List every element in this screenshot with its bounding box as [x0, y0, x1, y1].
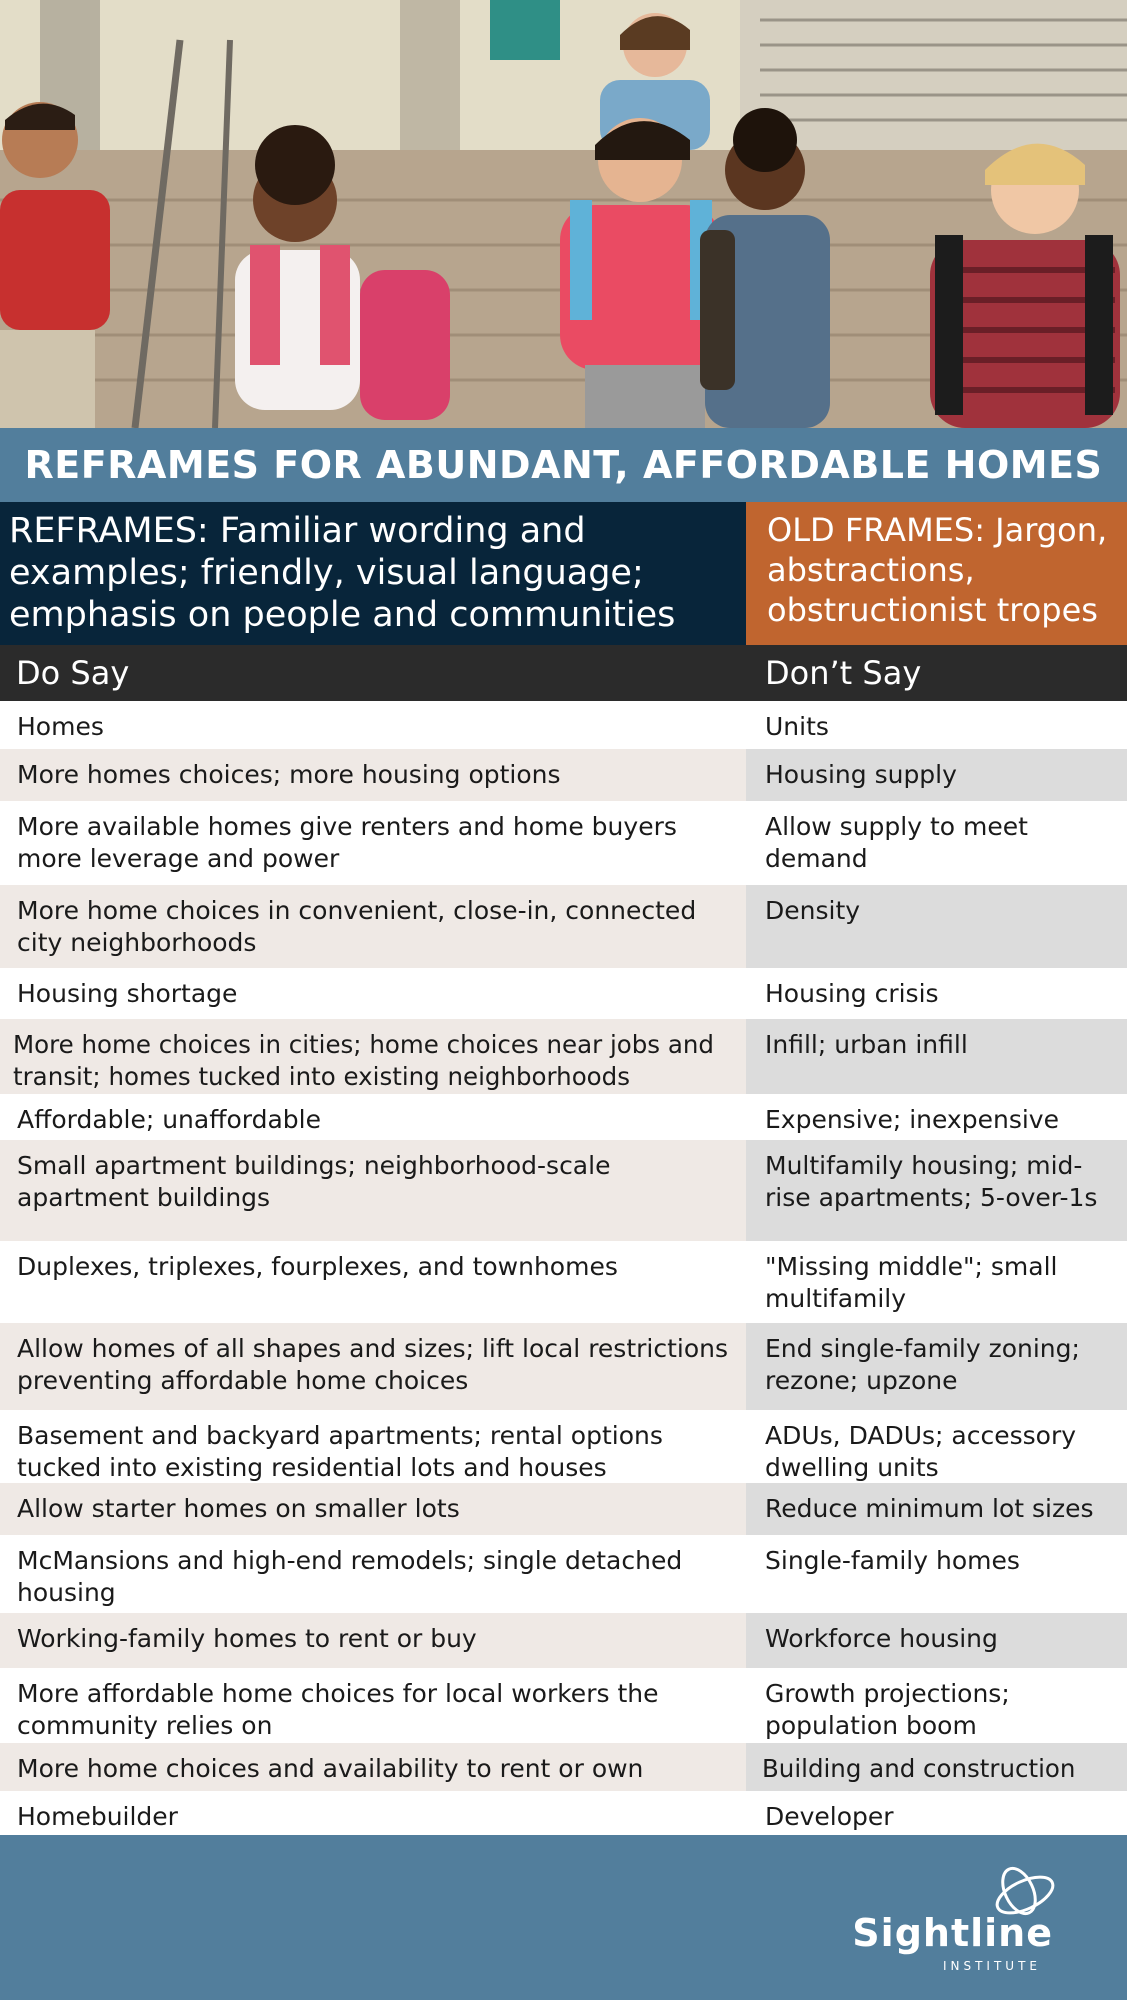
table-row: [0, 1410, 1127, 1483]
dont-say-cell: Developer: [746, 1791, 1127, 1835]
table-row: [0, 1241, 1127, 1323]
reframes-description: REFRAMES: Familiar wording and examples; friendly, visual language; emphasis on people and communities: [0, 502, 746, 645]
table-row: [0, 1613, 1127, 1668]
old-frames-description: OLD FRAMES: Jargon, abstractions, obstructionist tropes: [746, 502, 1127, 645]
table-row: [0, 1140, 1127, 1241]
do-say-cell: More available homes give renters and home buyers more leverage and power: [0, 801, 746, 885]
dont-say-cell: End single-family zoning; rezone; upzone: [746, 1323, 1127, 1410]
dont-say-cell: Growth projections; population boom: [746, 1668, 1127, 1743]
dont-say-cell: Infill; urban infill: [746, 1019, 1127, 1094]
do-say-cell: Housing shortage: [0, 968, 746, 1019]
do-say-cell: More home choices in cities; home choices near jobs and transit; homes tucked into existing neighborhoods: [0, 1019, 746, 1094]
dont-say-cell: Allow supply to meet demand: [746, 801, 1127, 885]
do-say-cell: Working-family homes to rent or buy: [0, 1613, 746, 1668]
sightline-logo[interactable]: [835, 1863, 1065, 1973]
table-row: [0, 885, 1127, 968]
dont-say-cell: Expensive; inexpensive: [746, 1094, 1127, 1140]
dont-say-header: Don’t Say: [765, 654, 922, 692]
page-title: REFRAMES FOR ABUNDANT, AFFORDABLE HOMES: [24, 443, 1103, 487]
do-say-cell: Allow starter homes on smaller lots: [0, 1483, 746, 1535]
frames-header: [0, 502, 1127, 645]
do-say-cell: McMansions and high-end remodels; single detached housing: [0, 1535, 746, 1613]
dont-say-cell: Single-family homes: [746, 1535, 1127, 1613]
dont-say-cell: Multifamily housing; mid-rise apartments; 5-over-1s: [746, 1140, 1127, 1241]
do-say-cell: More home choices and availability to rent or own: [0, 1743, 746, 1791]
table-row: [0, 1743, 1127, 1791]
dont-say-cell: Density: [746, 885, 1127, 968]
do-say-cell: More homes choices; more housing options: [0, 749, 746, 801]
do-say-cell: Small apartment buildings; neighborhood-scale apartment buildings: [0, 1140, 746, 1241]
hero-photo: [0, 0, 1127, 428]
do-say-cell: Affordable; unaffordable: [0, 1094, 746, 1140]
table-row: [0, 1094, 1127, 1140]
dont-say-cell: Housing crisis: [746, 968, 1127, 1019]
table-row: [0, 1791, 1127, 1835]
children-running-illustration: [0, 0, 1127, 428]
dont-say-cell: Workforce housing: [746, 1613, 1127, 1668]
table-row: [0, 1323, 1127, 1410]
do-say-header: Do Say: [16, 654, 130, 692]
do-say-cell: Homes: [0, 701, 746, 749]
reframes-table: [0, 701, 1127, 1835]
dont-say-cell: Building and construction: [746, 1743, 1127, 1791]
dont-say-cell: ADUs, DADUs; accessory dwelling units: [746, 1410, 1127, 1483]
do-say-cell: Homebuilder: [0, 1791, 746, 1835]
dont-say-cell: "Missing middle"; small multifamily: [746, 1241, 1127, 1323]
table-row: [0, 749, 1127, 801]
table-row: [0, 968, 1127, 1019]
column-header: [0, 645, 1127, 701]
logo-subtitle: INSTITUTE: [942, 1959, 1041, 1973]
footer: [0, 1835, 1127, 2000]
do-say-cell: Duplexes, triplexes, fourplexes, and townhomes: [0, 1241, 746, 1323]
dont-say-cell: Reduce minimum lot sizes: [746, 1483, 1127, 1535]
table-row: [0, 1535, 1127, 1613]
dont-say-cell: Housing supply: [746, 749, 1127, 801]
dont-say-cell: Units: [746, 701, 1127, 749]
table-row: [0, 701, 1127, 749]
table-row: [0, 1019, 1127, 1094]
table-row: [0, 801, 1127, 885]
title-banner: [0, 428, 1127, 502]
table-row: [0, 1668, 1127, 1743]
do-say-cell: More home choices in convenient, close-in, connected city neighborhoods: [0, 885, 746, 968]
do-say-cell: Basement and backyard apartments; rental options tucked into existing residential lots and houses: [0, 1410, 746, 1483]
do-say-cell: Allow homes of all shapes and sizes; lift local restrictions preventing affordable home choices: [0, 1323, 746, 1410]
logo-wordmark: Sightline: [852, 1911, 1053, 1955]
do-say-cell: More affordable home choices for local workers the community relies on: [0, 1668, 746, 1743]
table-row: [0, 1483, 1127, 1535]
